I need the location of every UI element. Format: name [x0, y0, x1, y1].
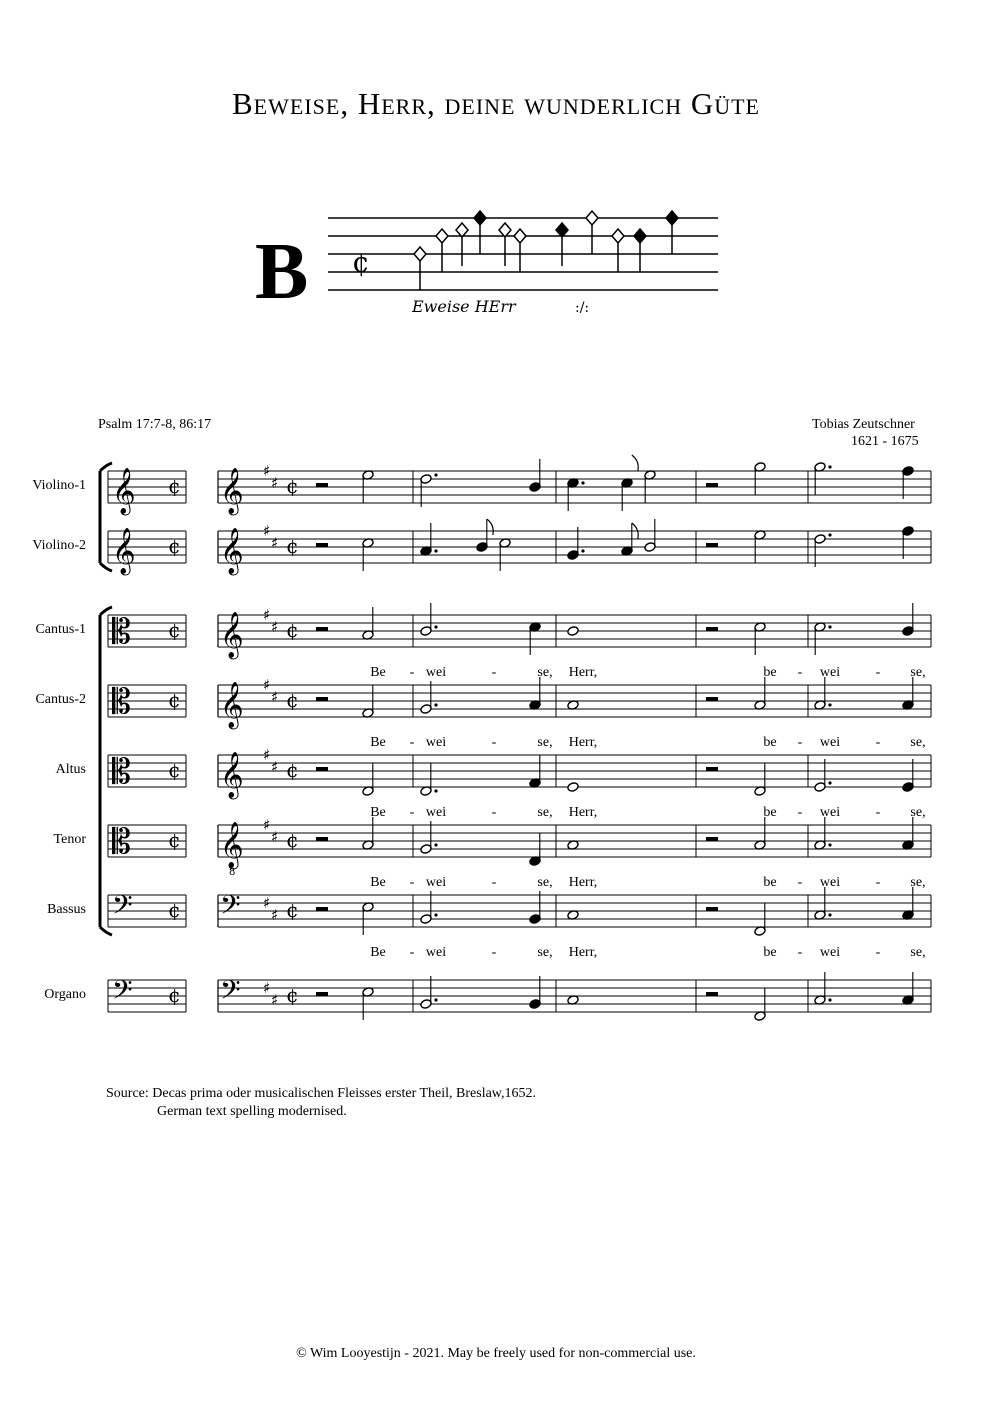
cut-time-icon: ¢ — [286, 618, 299, 642]
lyric-syllable: - — [409, 735, 415, 750]
treble-clef-icon: 𝄞 — [220, 528, 244, 574]
part-label-violino-1: Violino-1 — [32, 478, 86, 493]
quarter-note — [902, 817, 914, 850]
lyric-syllable: wei — [425, 805, 447, 820]
svg-text:8: 8 — [229, 867, 236, 878]
lyric-syllable: wei — [425, 945, 447, 960]
treble-clef-icon: 𝄞 — [220, 682, 244, 728]
half-note — [499, 538, 511, 571]
whole-note — [567, 626, 579, 637]
half-note — [644, 470, 656, 503]
quarter-note — [529, 622, 541, 655]
half-note — [362, 763, 374, 796]
half-note — [362, 607, 374, 640]
lyric-syllable: Herr, — [568, 945, 598, 960]
lyric-syllable: Be — [370, 875, 386, 890]
lyric-syllable: - — [409, 945, 415, 960]
part-label-tenor: Tenor — [53, 832, 86, 847]
half-rest-icon — [706, 627, 718, 631]
quarter-note — [529, 833, 541, 866]
half-note — [420, 473, 438, 507]
cut-time-icon: ¢ — [286, 828, 299, 852]
half-note — [814, 887, 832, 920]
lyric-syllable: - — [491, 805, 497, 820]
sharp-icon: ♯ — [263, 894, 271, 912]
part-label-violino-2: Violino-2 — [32, 538, 86, 553]
half-note — [420, 763, 438, 796]
lyric-syllable: se, — [910, 665, 926, 680]
lyric-syllable: - — [797, 805, 803, 820]
lyric-syllable: Herr, — [568, 735, 598, 750]
half-rest-icon — [706, 483, 718, 487]
lyric-syllable: wei — [425, 875, 447, 890]
lyric-syllable: Be — [370, 665, 386, 680]
sharp-icon: ♯ — [263, 816, 271, 834]
half-note — [754, 817, 766, 850]
scripture-reference: Psalm 17:7-8, 86:17 — [98, 417, 212, 432]
sharp-icon: ♯ — [271, 474, 279, 492]
treble-clef-icon: 𝄞 — [220, 468, 244, 514]
quarter-note — [902, 972, 914, 1005]
sharp-icon: ♯ — [263, 522, 271, 540]
quarter-note — [902, 887, 914, 920]
sharp-icon: ♯ — [263, 676, 271, 694]
cut-time-icon: ¢ — [168, 898, 181, 922]
part-label-bassus: Bassus — [47, 902, 86, 917]
cut-time-icon: ¢ — [168, 534, 181, 558]
piece-title: Beweise, Herr, deine wunderlich Güte — [232, 86, 760, 121]
treble-clef-icon: 𝄞 — [220, 752, 244, 798]
quarter-note — [529, 677, 541, 710]
half-rest-icon — [316, 992, 328, 996]
lyric-syllable: se, — [910, 805, 926, 820]
bass-clef-icon: 𝄢 — [112, 974, 133, 1012]
half-rest-icon — [316, 627, 328, 631]
lyric-syllable: - — [797, 875, 803, 890]
lyric-syllable: Herr, — [568, 805, 598, 820]
half-note — [754, 530, 766, 563]
quarter-note — [902, 603, 914, 636]
half-note — [754, 677, 766, 710]
lyric-syllable: be — [763, 945, 777, 960]
half-rest-icon — [706, 697, 718, 701]
lyric-syllable: - — [491, 875, 497, 890]
lyric-syllable: Herr, — [568, 665, 598, 680]
quarter-note — [529, 459, 541, 492]
half-note — [362, 538, 374, 571]
sharp-icon: ♯ — [271, 534, 279, 552]
lyric-syllable: be — [763, 665, 777, 680]
copyright-footer: © Wim Looyestijn - 2021. May be freely used for non-commercial use. — [296, 1346, 696, 1361]
quarter-note — [529, 891, 541, 924]
cut-time-icon: ¢ — [286, 898, 299, 922]
half-note — [754, 622, 766, 655]
cut-time-icon: ¢ — [168, 758, 181, 782]
sharp-icon: ♯ — [271, 828, 279, 846]
quarter-note — [567, 478, 585, 511]
bass-clef-icon: 𝄢 — [220, 974, 241, 1012]
quarter-note — [420, 523, 438, 556]
half-rest-icon — [706, 837, 718, 841]
svg-text:B: B — [255, 228, 309, 316]
half-rest-icon — [316, 907, 328, 911]
treble-clef-icon: 𝄞 — [112, 528, 136, 574]
half-rest-icon — [316, 767, 328, 771]
lyric-syllable: - — [797, 735, 803, 750]
quarter-note — [529, 755, 541, 788]
part-label-organo: Organo — [44, 987, 86, 1002]
cut-time-icon: ¢ — [286, 983, 299, 1007]
half-rest-icon — [316, 483, 328, 487]
cut-time-icon: ¢ — [286, 474, 299, 498]
composer-dates: 1621 - 1675 — [851, 434, 919, 449]
half-note — [362, 470, 374, 503]
half-note — [814, 817, 832, 850]
part-label-cantus-1: Cantus-1 — [35, 622, 86, 637]
lyric-syllable: - — [491, 665, 497, 680]
lyric-syllable: - — [797, 665, 803, 680]
lyric-syllable: se, — [910, 945, 926, 960]
cut-time-icon: ¢ — [168, 983, 181, 1007]
half-note — [362, 987, 374, 1020]
lyric-syllable: be — [763, 875, 777, 890]
lyric-syllable: wei — [425, 665, 447, 680]
half-note — [814, 677, 832, 710]
half-rest-icon — [316, 697, 328, 701]
quarter-note — [621, 523, 638, 556]
source-note: Source: Decas prima oder musicalischen Fleisses erster Theil, Breslaw,1652. — [106, 1086, 536, 1101]
cut-time-icon: ¢ — [168, 618, 181, 642]
part-label-altus: Altus — [55, 762, 86, 777]
lyric-syllable: - — [875, 945, 881, 960]
lyric-syllable: - — [797, 945, 803, 960]
sharp-icon: ♯ — [263, 979, 271, 997]
sharp-icon: ♯ — [271, 991, 279, 1009]
lyric-syllable: se, — [537, 875, 553, 890]
quarter-note — [902, 526, 914, 559]
half-rest-icon — [706, 543, 718, 547]
lyric-syllable: - — [491, 945, 497, 960]
lyric-syllable: wei — [425, 735, 447, 750]
lyric-syllable: - — [409, 805, 415, 820]
half-rest-icon — [706, 992, 718, 996]
quarter-note — [902, 466, 914, 499]
lyric-syllable: se, — [537, 945, 553, 960]
quarter-note — [902, 759, 914, 792]
lyric-syllable: Be — [370, 945, 386, 960]
sharp-icon: ♯ — [263, 606, 271, 624]
part-label-cantus-2: Cantus-2 — [35, 692, 86, 707]
quarter-note — [529, 976, 541, 1009]
lyric-syllable: wei — [819, 665, 841, 680]
incipit-repeat-sign: :/: — [575, 300, 590, 316]
alto-clef-icon: 𝄡 — [112, 752, 131, 792]
lyric-syllable: be — [763, 805, 777, 820]
treble-clef-icon: 𝄞 — [112, 468, 136, 514]
half-rest-icon — [706, 907, 718, 911]
incipit-facsimile — [255, 211, 718, 316]
half-note — [814, 462, 832, 495]
lyric-syllable: - — [875, 805, 881, 820]
cut-time-icon: ¢ — [168, 474, 181, 498]
half-note — [644, 519, 656, 552]
lyric-syllable: wei — [819, 945, 841, 960]
alto-clef-icon: 𝄡 — [112, 612, 131, 652]
lyric-syllable: be — [763, 735, 777, 750]
lyric-syllable: wei — [819, 875, 841, 890]
bass-clef-icon: 𝄢 — [220, 889, 241, 927]
half-rest-icon — [706, 767, 718, 771]
cut-time-icon: ¢ — [286, 688, 299, 712]
lyric-syllable: se, — [910, 875, 926, 890]
lyric-syllable: - — [875, 875, 881, 890]
treble-clef-icon: 𝄞 — [220, 612, 244, 658]
half-note — [754, 988, 766, 1021]
lyric-syllable: wei — [819, 805, 841, 820]
incipit-text: Eweise HErr — [412, 297, 516, 316]
lyric-syllable: wei — [819, 735, 841, 750]
whole-note — [567, 782, 579, 793]
lyric-syllable: - — [491, 735, 497, 750]
sharp-icon: ♯ — [271, 688, 279, 706]
half-note — [754, 462, 766, 495]
composer-name: Tobias Zeutschner — [812, 417, 915, 432]
sharp-icon: ♯ — [271, 906, 279, 924]
lyric-syllable: se, — [537, 805, 553, 820]
half-note — [814, 622, 832, 655]
sharp-icon: ♯ — [271, 758, 279, 776]
lyric-syllable: Be — [370, 735, 386, 750]
half-note — [754, 903, 766, 936]
sharp-icon: ♯ — [271, 618, 279, 636]
lyric-syllable: Herr, — [568, 875, 598, 890]
cut-time-icon: ¢ — [286, 758, 299, 782]
lyric-syllable: - — [875, 665, 881, 680]
modernised-note: German text spelling modernised. — [157, 1104, 347, 1119]
half-note — [814, 533, 832, 567]
half-rest-icon — [316, 543, 328, 547]
cut-time-icon: ¢ — [168, 828, 181, 852]
lyric-syllable: se, — [537, 665, 553, 680]
half-note — [754, 763, 766, 796]
half-note — [814, 972, 832, 1005]
half-note — [362, 685, 374, 718]
cut-time-icon: ¢ — [168, 688, 181, 712]
alto-clef-icon: 𝄡 — [112, 822, 131, 862]
sharp-icon: ♯ — [263, 462, 271, 480]
lyric-syllable: - — [409, 875, 415, 890]
alto-clef-icon: 𝄡 — [112, 682, 131, 722]
lyric-syllable: se, — [537, 735, 553, 750]
lyric-syllable: se, — [910, 735, 926, 750]
lyric-syllable: Be — [370, 805, 386, 820]
lyric-syllable: - — [409, 665, 415, 680]
quarter-note — [902, 677, 914, 710]
half-rest-icon — [316, 837, 328, 841]
svg-text:¢: ¢ — [352, 246, 370, 279]
cut-time-icon: ¢ — [286, 534, 299, 558]
lyric-syllable: - — [875, 735, 881, 750]
half-note — [362, 902, 374, 935]
bass-clef-icon: 𝄢 — [112, 889, 133, 927]
sharp-icon: ♯ — [263, 746, 271, 764]
half-note — [362, 817, 374, 850]
treble-clef-icon: 𝄞 — [220, 822, 244, 868]
